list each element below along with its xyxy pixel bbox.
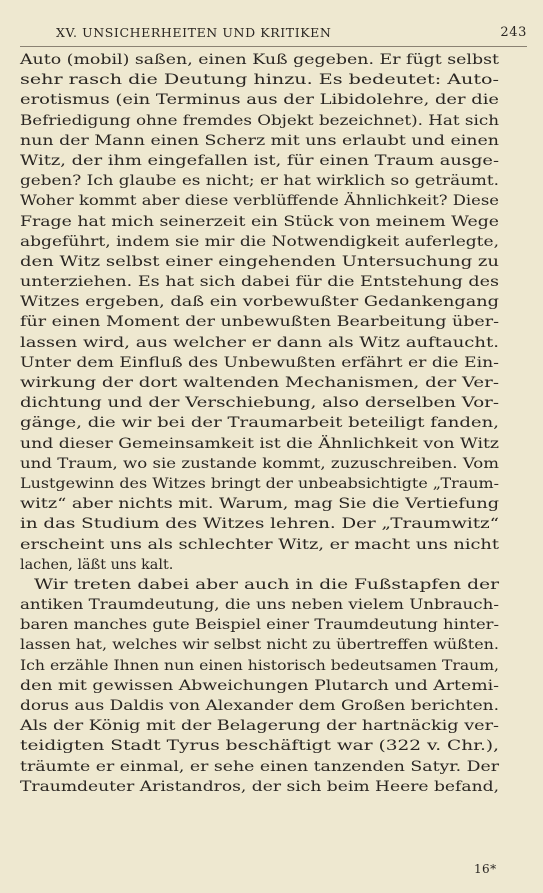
text-line-content: Lustgewinn des Witzes bringt der unbeabsichtigte „Traum- [20, 475, 499, 492]
text-line-content: für einen Moment der unbewußten Bearbeitung über- [20, 314, 500, 331]
text-line [20, 90, 499, 110]
text-line-content: lassen wird, aus welcher er dann als Witz auftaucht. [20, 334, 499, 351]
text-line [20, 171, 499, 191]
text-line-content: Traumdeuter Aristandros, der sich beim Heere befand, [20, 778, 500, 795]
text-line-content: dorus aus Daldis von Alexander dem Großen berichten. [20, 698, 500, 714]
text-line-content: den mit gewissen Abweichungen Plutarch und Artemi- [20, 677, 500, 694]
text-line [20, 656, 499, 676]
text-line [20, 413, 499, 433]
text-line-content: wirkung der dort waltenden Mechanismen, der Ver- [20, 375, 499, 391]
text-line [20, 70, 499, 90]
text-line-content: unterziehen. Es hat sich dabei für die Entstehung des [20, 274, 499, 291]
text-line-content: gänge, die wir bei der Traumarbeit beteiligt fanden, [20, 415, 499, 432]
text-line [20, 333, 499, 353]
text-line [20, 131, 499, 151]
text-line-content: in das Studium des Witzes lehren. Der „Traumwitz“ [20, 516, 500, 533]
text-line-content: abgeführt, indem sie mir die Notwendigkeit auferlegte, [20, 233, 500, 250]
text-line [20, 535, 499, 555]
text-line [20, 373, 499, 393]
text-line-content: und Traum, wo sie zustande kommt, zuzuschreiben. Vom [20, 455, 499, 472]
text-line [20, 353, 499, 373]
chapter-title: XV. UNSICHERHEITEN UND KRITIKEN [56, 25, 332, 40]
text-line [20, 777, 499, 797]
text-line-content: Als der König mit der Belagerung der hartnäckig ver- [20, 718, 499, 735]
running-header [56, 22, 527, 42]
text-line [20, 635, 499, 655]
text-line-content: Unter dem Einfluß des Unbewußten erfährt er die Ein- [20, 354, 500, 371]
text-line-content: dichtung und der Verschiebung, also derselben Vor- [20, 395, 499, 412]
text-line-content: witz“ aber nichts mit. Warum, mag Sie die Vertiefung [20, 496, 500, 513]
text-line-content: geben? Ich glaube es nicht; er hat wirklich so geträumt. [20, 173, 499, 190]
text-line-content: lassen hat, welches wir selbst nicht zu übertreffen wüßten. [20, 637, 500, 654]
text-line [20, 514, 499, 534]
text-line-content: Woher kommt aber diese verblüffende Ähnlichkeit? Diese [20, 193, 499, 210]
text-line [20, 595, 499, 615]
text-line-content: und dieser Gemeinsamkeit ist die Ähnlichkeit von Witz [20, 435, 499, 452]
body-text [20, 50, 499, 797]
text-line [20, 575, 499, 595]
text-line-content: den Witz selbst einer eingehenden Untersuchung zu [20, 253, 500, 270]
text-line [20, 212, 499, 232]
text-line-content: antiken Traumdeutung, die uns neben vielem Unbrauch- [20, 597, 499, 614]
text-line-content: Befriedigung ohne fremdes Objekt bezeichnet). Hat sich [20, 112, 499, 129]
text-line [20, 191, 499, 211]
header-rule [20, 46, 527, 47]
text-line [20, 454, 499, 474]
text-line [20, 272, 499, 292]
text-line-content: Auto (mobil) saßen, einen Kuß gegeben. Er fügt selbst [20, 52, 499, 68]
text-line-content: nun der Mann einen Scherz mit uns erlaubt und einen [20, 132, 499, 149]
text-line [20, 736, 499, 756]
signature-mark: 16* [474, 862, 497, 876]
text-line [20, 494, 499, 514]
text-line-content: erscheint uns als schlechter Witz, er macht uns nicht [20, 536, 500, 553]
text-line-content: baren manches gute Beispiel einer Traumdeutung hinter- [20, 617, 500, 634]
text-line [20, 757, 499, 777]
text-line-content: Ich erzähle Ihnen nun einen historisch bedeutsamen Traum, [20, 657, 500, 674]
text-line-content: träumte er einmal, er sehe einen tanzenden Satyr. Der [20, 758, 500, 775]
text-line-content: erotismus (ein Terminus aus der Libidolehre, der die [20, 92, 500, 109]
text-line [20, 615, 499, 635]
text-line [20, 716, 499, 736]
text-line [20, 292, 499, 312]
page-number: 243 [500, 25, 527, 40]
text-line [20, 50, 499, 70]
text-line-content: sehr rasch die Deutung hinzu. Es bedeutet: Auto- [20, 72, 500, 89]
text-line [20, 474, 499, 494]
text-line [20, 434, 499, 454]
text-line [20, 676, 499, 696]
text-line [20, 393, 499, 413]
text-line-content: lachen, läßt uns kalt. [20, 556, 174, 573]
text-line-content: Wir treten dabei aber auch in die Fußstapfen der [34, 576, 499, 593]
text-line [20, 252, 499, 272]
text-line-content: Witz, der ihm eingefallen ist, für einen Traum ausge- [20, 152, 499, 169]
text-line [20, 111, 499, 131]
text-line [20, 151, 499, 171]
text-line [20, 312, 499, 332]
text-line-content: Frage hat mich seinerzeit ein Stück von meinem Wege [20, 213, 499, 230]
text-line [20, 555, 499, 575]
text-line [20, 696, 499, 716]
text-line-content: teidigten Stadt Tyrus beschäftigt war (322 v. Chr.), [20, 738, 499, 755]
text-line-content: Witzes ergeben, daß ein vorbewußter Gedankengang [20, 294, 499, 311]
text-line [20, 232, 499, 252]
